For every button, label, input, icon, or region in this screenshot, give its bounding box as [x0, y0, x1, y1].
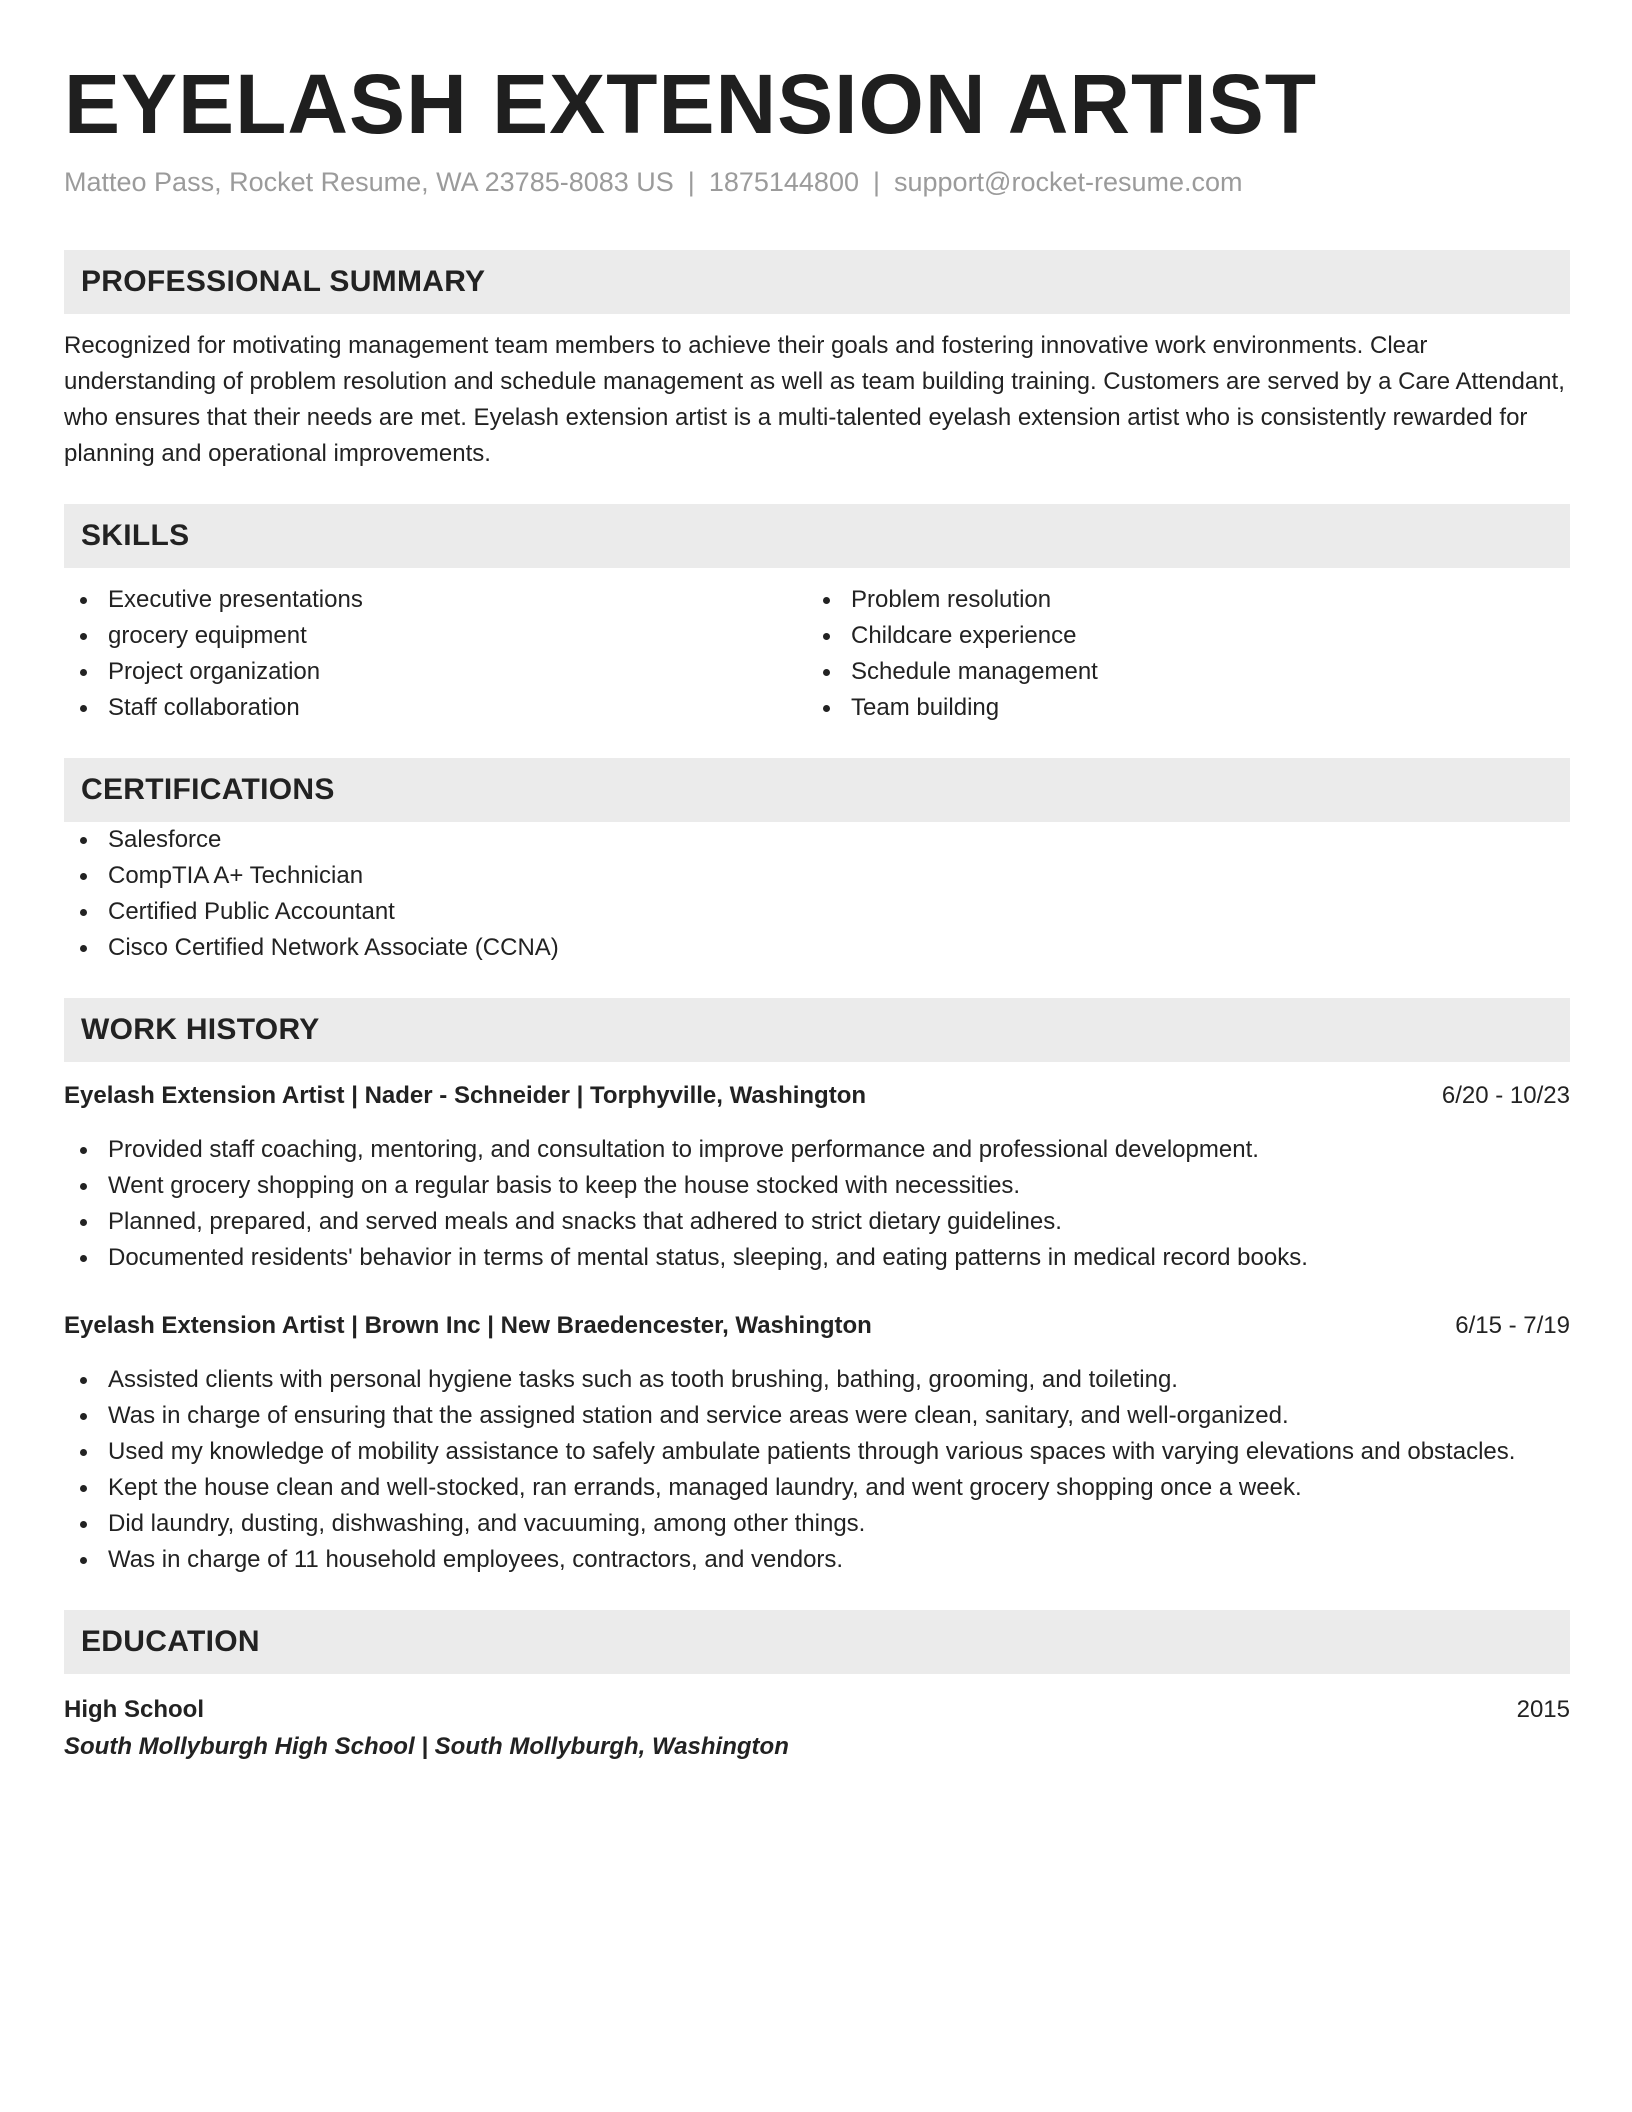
certification-item: Cisco Certified Network Associate (CCNA)	[64, 930, 1570, 966]
job-dates: 6/20 - 10/23	[1441, 1082, 1570, 1109]
job-bullet: Was in charge of ensuring that the assigned station and service areas were clean, sanitary, and well-organized.	[64, 1398, 1570, 1434]
contact-separator: |	[687, 167, 695, 197]
job-bullet: Provided staff coaching, mentoring, and consultation to improve performance and professional development.	[64, 1132, 1570, 1168]
skill-item: Staff collaboration	[64, 690, 807, 726]
job-bullets	[64, 1132, 1570, 1276]
skill-item: Schedule management	[807, 654, 1550, 690]
education-school: South Mollyburgh High School | South Mollyburgh, Washington	[64, 1733, 789, 1760]
job-bullet: Assisted clients with personal hygiene tasks such as tooth brushing, bathing, grooming, and toileting.	[64, 1362, 1570, 1398]
skill-item: grocery equipment	[64, 618, 807, 654]
job-entry	[64, 1078, 1570, 1276]
summary-text: Recognized for motivating management team members to achieve their goals and fostering innovative work environments. Clear understanding of problem resolution and schedule management as well as team building training. Customers are served by a Care Attendant, who ensures that their needs are met. Eyelash extension artist is a multi-talented eyelash extension artist who is consistently rewarded for planning and operational improvements.	[64, 332, 1565, 467]
resume-title: EYELASH EXTENSION ARTIST	[64, 57, 1318, 151]
job-bullet: Went grocery shopping on a regular basis to keep the house stocked with necessities.	[64, 1168, 1570, 1204]
job-entry	[64, 1308, 1570, 1578]
education-year: 2015	[1516, 1696, 1570, 1723]
job-dates: 6/15 - 7/19	[1455, 1312, 1570, 1339]
section-heading-skills: SKILLS	[64, 504, 1570, 568]
job-bullets	[64, 1362, 1570, 1578]
job-header	[64, 1308, 1570, 1344]
job-bullet: Documented residents' behavior in terms of mental status, sleeping, and eating patterns in medical record books.	[64, 1240, 1570, 1276]
skill-item: Project organization	[64, 654, 807, 690]
job-bullet: Was in charge of 11 household employees, contractors, and vendors.	[64, 1542, 1570, 1578]
certification-item: CompTIA A+ Technician	[64, 858, 1570, 894]
section-heading-education: EDUCATION	[64, 1610, 1570, 1674]
skill-item: Childcare experience	[807, 618, 1550, 654]
contact-phone: 1875144800	[708, 167, 859, 197]
contact-line	[64, 164, 1570, 200]
skill-item: Problem resolution	[807, 582, 1550, 618]
certifications-list	[64, 822, 1570, 966]
resume-page	[64, 56, 1570, 1766]
skill-item: Team building	[807, 690, 1550, 726]
skills-column-right	[807, 582, 1550, 726]
skills-list	[64, 582, 1570, 726]
section-heading-certifications: CERTIFICATIONS	[64, 758, 1570, 822]
job-bullet: Used my knowledge of mobility assistance to safely ambulate patients through various spaces with varying elevations and obstacles.	[64, 1434, 1570, 1470]
job-title: Eyelash Extension Artist | Nader - Schneider | Torphyville, Washington	[64, 1082, 867, 1109]
job-title: Eyelash Extension Artist | Brown Inc | New Braedencester, Washington	[64, 1312, 872, 1339]
job-header	[64, 1078, 1570, 1114]
skill-item: Executive presentations	[64, 582, 807, 618]
job-bullet: Did laundry, dusting, dishwashing, and vacuuming, among other things.	[64, 1506, 1570, 1542]
section-heading-work-history: WORK HISTORY	[64, 998, 1570, 1062]
job-bullet: Kept the house clean and well-stocked, ran errands, managed laundry, and went grocery shopping once a week.	[64, 1470, 1570, 1506]
contact-address: Matteo Pass, Rocket Resume, WA 23785-8083 US	[64, 167, 674, 197]
certification-item: Certified Public Accountant	[64, 894, 1570, 930]
education-entry	[64, 1692, 1570, 1728]
section-heading-summary: PROFESSIONAL SUMMARY	[64, 250, 1570, 314]
contact-email: support@rocket-resume.com	[894, 167, 1243, 197]
contact-separator: |	[872, 167, 880, 197]
job-bullet: Planned, prepared, and served meals and snacks that adhered to strict dietary guidelines.	[64, 1204, 1570, 1240]
skills-column-left	[64, 582, 807, 726]
education-degree: High School	[64, 1696, 204, 1723]
certification-item: Salesforce	[64, 822, 1570, 858]
